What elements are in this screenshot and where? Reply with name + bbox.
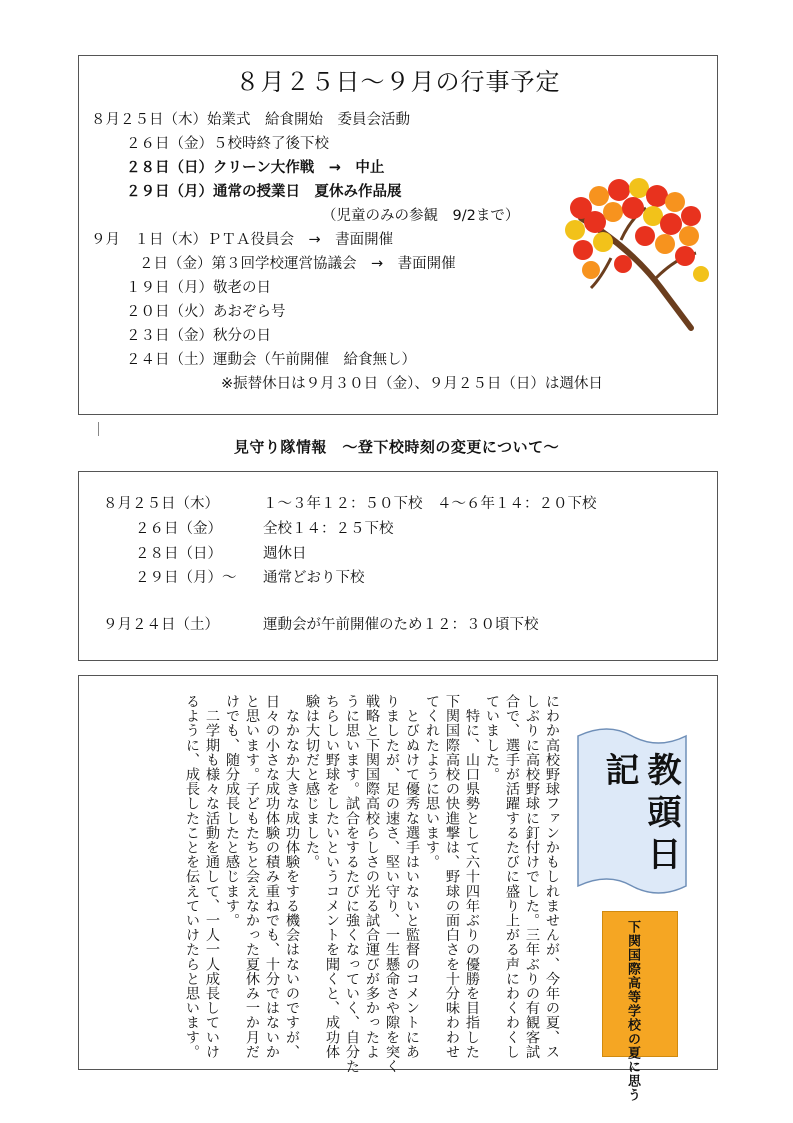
diary-column: 日々の小さな成功体験の積み重ねでも、十分ではないか	[264, 694, 280, 1059]
schedule-line: ２３日（金）秋分の日	[126, 328, 271, 344]
schedule-line: ２４日（土）運動会（午前開催 給食無し）	[126, 352, 416, 368]
diary-column: てくれたように思います。	[424, 694, 440, 870]
divider-tick	[98, 422, 99, 436]
mimamori-date: ２９日（月）～	[135, 570, 237, 586]
mimamori-text: 通常どおり下校	[263, 570, 365, 586]
schedule-title: ８月２５日～９月の行事予定	[235, 68, 561, 96]
schedule-line: ２８日（日）クリーン大作戦 → 中止	[126, 160, 385, 176]
schedule-line: ２６日（金）５校時終了後下校	[126, 136, 329, 152]
mimamori-date: ８月２５日（木）	[103, 496, 219, 512]
schedule-line: ※振替休日は９月３０日（金）、９月２５日（日）は週休日	[221, 376, 603, 392]
diary-column: 下関国際高校の快進撃は、野球の面白さを十分味わわせ	[444, 694, 460, 1059]
mimamori-date: ２６日（金）	[135, 521, 222, 537]
mimamori-date: ２８日（日）	[135, 546, 222, 562]
diary-column: と思います。子どもたちと会えなかった夏休み一か月だ	[244, 694, 260, 1059]
mimamori-heading: 見守り隊情報 ～登下校時刻の変更について～	[233, 438, 560, 456]
schedule-line: （児童のみの参観 9/2まで）	[322, 208, 520, 224]
mimamori-box	[78, 471, 718, 661]
diary-title: 教頭日記	[599, 752, 681, 878]
schedule-line: １９日（月）敬老の日	[126, 280, 271, 296]
diary-column: 戦略と下関国際高校らしさの光る試合運びが多かったよ	[364, 694, 380, 1059]
schedule-line: ９月 １日（木）ＰＴＡ役員会 → 書面開催	[91, 232, 394, 248]
schedule-line: ８月２５日（木）始業式 給食開始 委員会活動	[91, 112, 410, 128]
diary-subtitle-badge	[602, 911, 678, 1102]
schedule-box	[78, 55, 718, 415]
diary-column: うに思います。試合をするたびに強くなっていく、自分た	[344, 694, 360, 1074]
diary-column: とびぬけて優秀な選手はいないと監督のコメントにあ	[404, 694, 420, 1059]
diary-column: なかなか大きな成功体験をする機会はないのですが、	[284, 694, 300, 1059]
mimamori-text: 全校１４：２５下校	[263, 521, 394, 537]
diary-column: けでも、随分成長したと感じます。	[224, 694, 240, 928]
diary-subtitle: 下関国際高等学校の夏に思う	[625, 920, 640, 1102]
schedule-line: ２９日（月）通常の授業日 夏休み作品展	[126, 184, 402, 200]
diary-column: りましたが、足の速さ、堅い守り、一生懸命さや隙を突く	[384, 694, 400, 1074]
mimamori-text: 運動会が午前開催のため１２：３０頃下校	[263, 617, 539, 633]
diary-column: 合で、選手が活躍するたびに盛り上がる声にわくわくし	[504, 694, 520, 1059]
diary-column: にわか高校野球ファンかもしれませんが、今年の夏、ス	[544, 694, 560, 1059]
diary-column: ちらしい野球をしたいというコメントを聞くと、成功体	[324, 694, 340, 1059]
diary-column: るように、成長したことを伝えていけたらと思います。	[184, 694, 200, 1059]
maple-leaves-illustration	[561, 178, 711, 338]
schedule-line: ２０日（火）あおぞら号	[126, 304, 286, 320]
diary-column: ていました。	[484, 694, 500, 782]
mimamori-date: ９月２４日（土）	[103, 617, 219, 633]
diary-column: しぶりに高校野球に釘付けでした。三年ぶりの有観客試	[524, 694, 540, 1059]
diary-column: 二学期も様々な活動を通して、一人一人成長していけ	[204, 694, 220, 1059]
diary-column: 特に、山口県勢として六十四年ぶりの優勝を目指した	[464, 694, 480, 1059]
mimamori-text: １～３年１２：５０下校 ４～６年１４：２０下校	[263, 496, 597, 512]
mimamori-text: 週休日	[263, 546, 307, 562]
diary-column: 験は大切だと感じました。	[304, 694, 320, 870]
schedule-line: ２日（金）第３回学校運営協議会 → 書面開催	[139, 256, 456, 272]
